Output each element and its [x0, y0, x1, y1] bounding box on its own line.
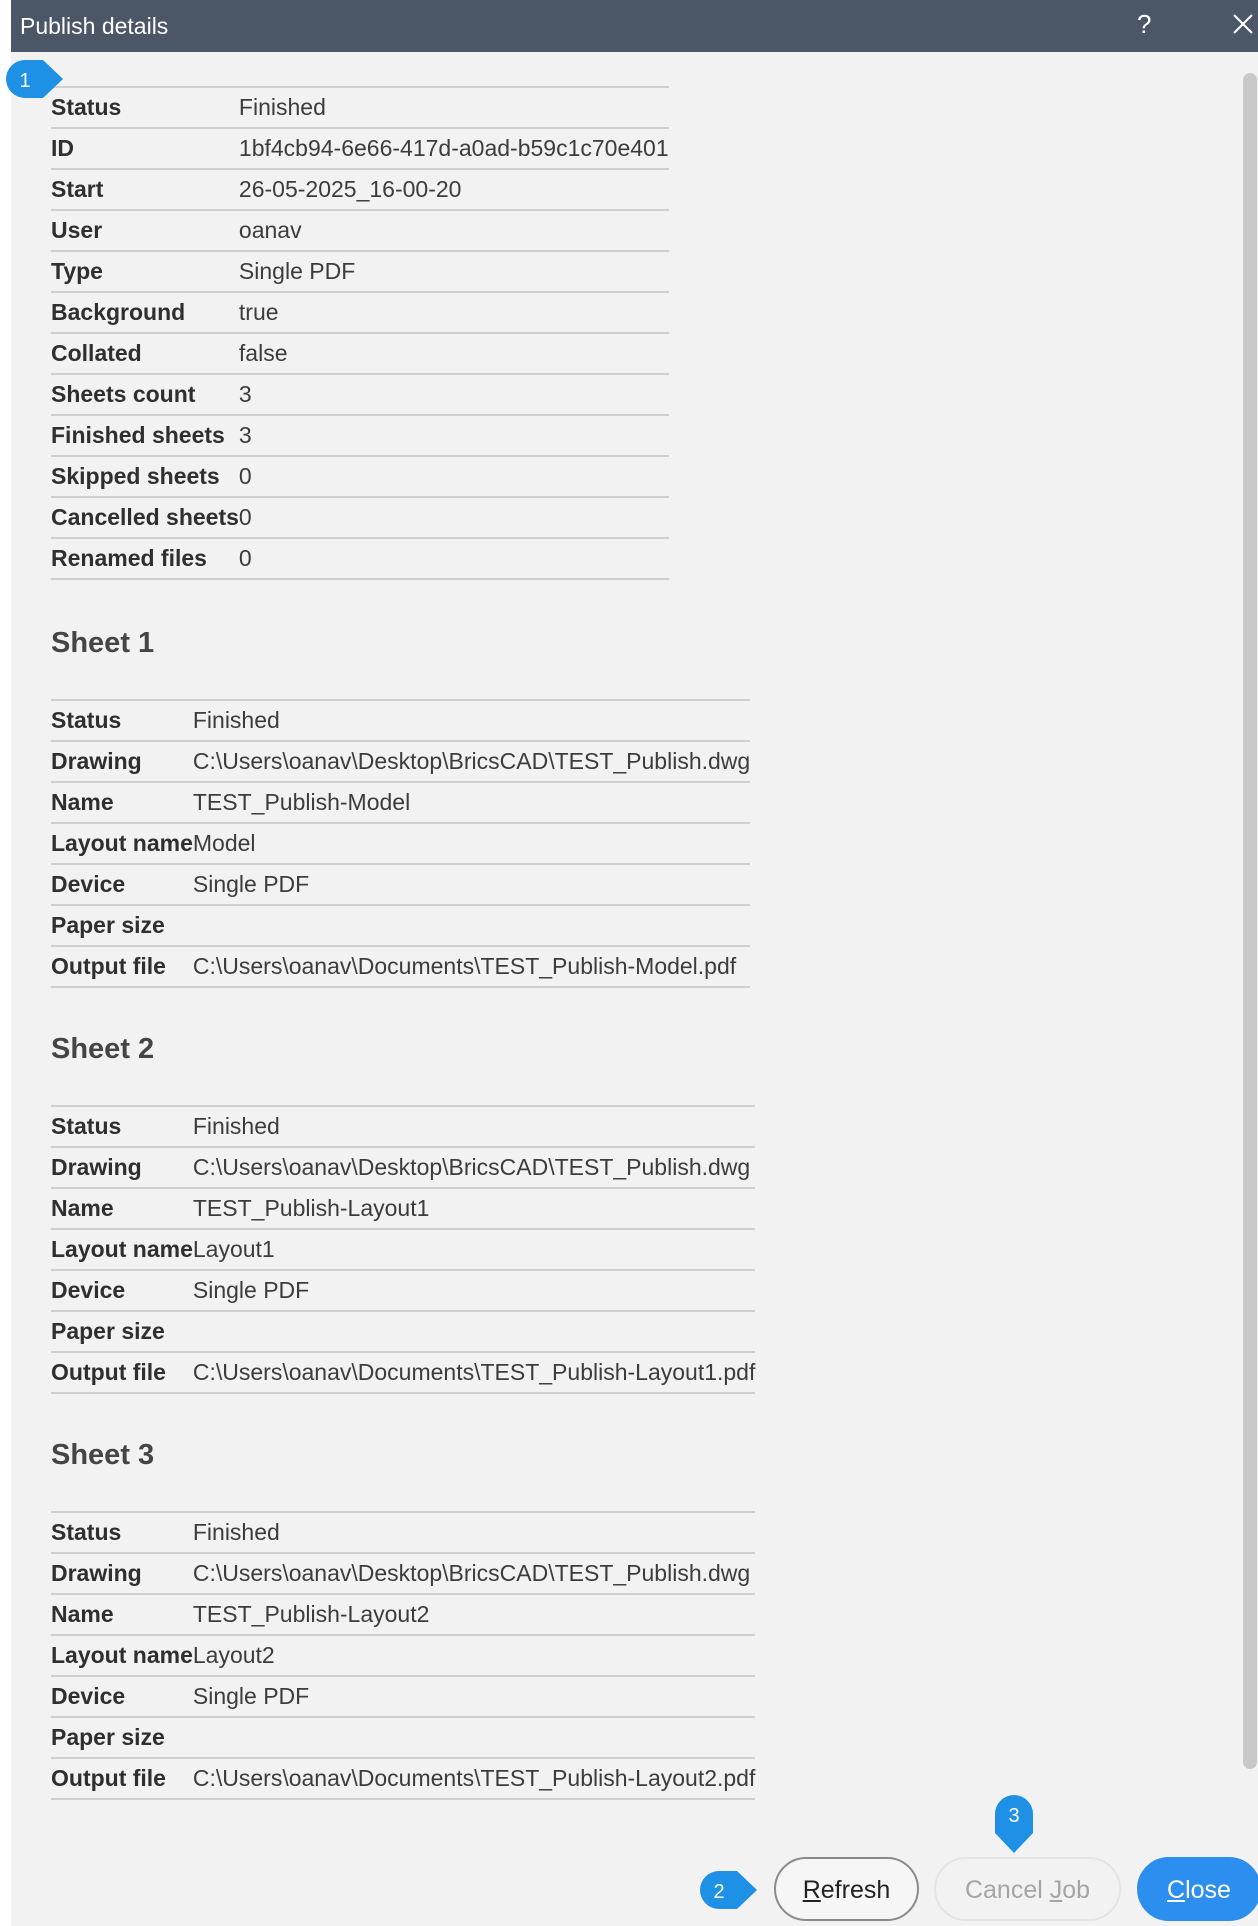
row-key: Status [51, 87, 239, 128]
row-key: Drawing [51, 1147, 193, 1188]
row-key: Finished sheets [51, 415, 239, 456]
row-value [193, 905, 750, 946]
table-row [51, 87, 669, 128]
table-row [51, 210, 669, 251]
row-key: Device [51, 864, 193, 905]
row-value: C:\Users\oanav\Documents\TEST_Publish-Model.pdf [193, 946, 750, 987]
summary-table [51, 86, 669, 580]
table-row [51, 1106, 755, 1147]
table-row [51, 169, 669, 210]
table-row [51, 251, 669, 292]
table-row [51, 292, 669, 333]
row-value: C:\Users\oanav\Desktop\BricsCAD\TEST_Publish.dwg [193, 1553, 756, 1594]
row-value: C:\Users\oanav\Desktop\BricsCAD\TEST_Publish.dwg [193, 741, 750, 782]
table-row [51, 1352, 755, 1393]
close-button[interactable]: Close [1137, 1857, 1258, 1921]
row-value: Model [193, 823, 750, 864]
row-key: Renamed files [51, 538, 239, 579]
row-value: true [239, 292, 669, 333]
table-row [51, 905, 750, 946]
row-value: 0 [239, 497, 669, 538]
row-key: Sheets count [51, 374, 239, 415]
row-value: 26-05-2025_16-00-20 [239, 169, 669, 210]
row-key: Output file [51, 1352, 193, 1393]
row-key: Device [51, 1676, 193, 1717]
row-value: TEST_Publish-Model [193, 782, 750, 823]
row-value: Layout2 [193, 1635, 756, 1676]
table-row [51, 538, 669, 579]
row-key: Name [51, 1188, 193, 1229]
refresh-button[interactable]: Refresh [774, 1857, 919, 1921]
table-row [51, 1676, 755, 1717]
sheet-1-title: Sheet 1 [51, 627, 155, 659]
callout-marker-3 [991, 1791, 1037, 1855]
row-value: TEST_Publish-Layout1 [193, 1188, 756, 1229]
row-value: Finished [193, 1512, 756, 1553]
row-key: Status [51, 700, 193, 741]
row-value: false [239, 333, 669, 374]
left-margin [0, 0, 11, 1926]
table-row [51, 1717, 755, 1758]
table-row [51, 864, 750, 905]
table-row [51, 333, 669, 374]
table-row [51, 128, 669, 169]
publish-details-dialog [11, 0, 1258, 1926]
summary-section [51, 86, 669, 580]
sheet-3-table [51, 1511, 755, 1800]
table-row [51, 1635, 755, 1676]
sheet-1-table [51, 699, 750, 988]
row-value: 3 [239, 415, 669, 456]
window-title: Publish details [20, 13, 169, 39]
sheet-1-section [51, 699, 750, 988]
sheet-2-section [51, 1105, 755, 1394]
row-key: Paper size [51, 905, 193, 946]
row-key: Cancelled sheets [51, 497, 239, 538]
row-value: C:\Users\oanav\Desktop\BricsCAD\TEST_Publish.dwg [193, 1147, 756, 1188]
row-value: oanav [239, 210, 669, 251]
row-key: Output file [51, 1758, 193, 1799]
row-value: C:\Users\oanav\Documents\TEST_Publish-Layout2.pdf [193, 1758, 756, 1799]
row-key: ID [51, 128, 239, 169]
table-row [51, 1512, 755, 1553]
row-value: Finished [193, 1106, 756, 1147]
row-value: C:\Users\oanav\Documents\TEST_Publish-Layout1.pdf [193, 1352, 756, 1393]
row-value: 0 [239, 456, 669, 497]
table-row [51, 456, 669, 497]
row-value: 0 [239, 538, 669, 579]
table-row [51, 497, 669, 538]
sheet-2-table [51, 1105, 755, 1394]
row-key: Paper size [51, 1717, 193, 1758]
row-value: Single PDF [239, 251, 669, 292]
table-row [51, 1188, 755, 1229]
row-key: Layout name [51, 823, 193, 864]
table-row [51, 823, 750, 864]
row-value: Layout1 [193, 1229, 756, 1270]
row-key: Name [51, 1594, 193, 1635]
row-value: TEST_Publish-Layout2 [193, 1594, 756, 1635]
table-row [51, 946, 750, 987]
table-row [51, 1594, 755, 1635]
row-key: Type [51, 251, 239, 292]
row-value: 3 [239, 374, 669, 415]
svg-text:2: 2 [713, 1881, 725, 1903]
table-row [51, 700, 750, 741]
row-value: Single PDF [193, 1676, 756, 1717]
callout-marker-1 [0, 56, 66, 102]
sheet-2-title: Sheet 2 [51, 1033, 155, 1065]
row-value: Single PDF [193, 864, 750, 905]
row-key: Background [51, 292, 239, 333]
row-key: Drawing [51, 741, 193, 782]
table-row [51, 1229, 755, 1270]
table-row [51, 1270, 755, 1311]
row-key: Output file [51, 946, 193, 987]
row-key: Status [51, 1512, 193, 1553]
table-row [51, 1553, 755, 1594]
row-key: Device [51, 1270, 193, 1311]
row-key: Status [51, 1106, 193, 1147]
row-key: Paper size [51, 1311, 193, 1352]
svg-text:3: 3 [1008, 1805, 1020, 1827]
row-value: Finished [193, 700, 750, 741]
vertical-scrollbar[interactable] [1243, 73, 1257, 1769]
row-key: Layout name [51, 1635, 193, 1676]
row-key: User [51, 210, 239, 251]
table-row [51, 1147, 755, 1188]
cancel-job-button[interactable]: Cancel Job [934, 1857, 1121, 1921]
row-value: Finished [239, 87, 669, 128]
table-row [51, 741, 750, 782]
callout-marker-2 [694, 1867, 760, 1913]
table-row [51, 1758, 755, 1799]
row-key: Drawing [51, 1553, 193, 1594]
svg-text:1: 1 [19, 70, 31, 92]
sheet-3-section [51, 1511, 755, 1800]
row-value: 1bf4cb94-6e66-417d-a0ad-b59c1c70e401 [239, 128, 669, 169]
row-value [193, 1311, 756, 1352]
row-key: Name [51, 782, 193, 823]
title-bar [11, 0, 1258, 52]
table-row [51, 415, 669, 456]
close-window-icon[interactable] [1228, 9, 1258, 39]
help-button[interactable]: ? [1137, 9, 1152, 39]
table-row [51, 782, 750, 823]
row-key: Collated [51, 333, 239, 374]
table-row [51, 1311, 755, 1352]
row-key: Skipped sheets [51, 456, 239, 497]
table-row [51, 374, 669, 415]
row-key: Layout name [51, 1229, 193, 1270]
row-key: Start [51, 169, 239, 210]
row-value: Single PDF [193, 1270, 756, 1311]
row-value [193, 1717, 756, 1758]
sheet-3-title: Sheet 3 [51, 1439, 155, 1471]
